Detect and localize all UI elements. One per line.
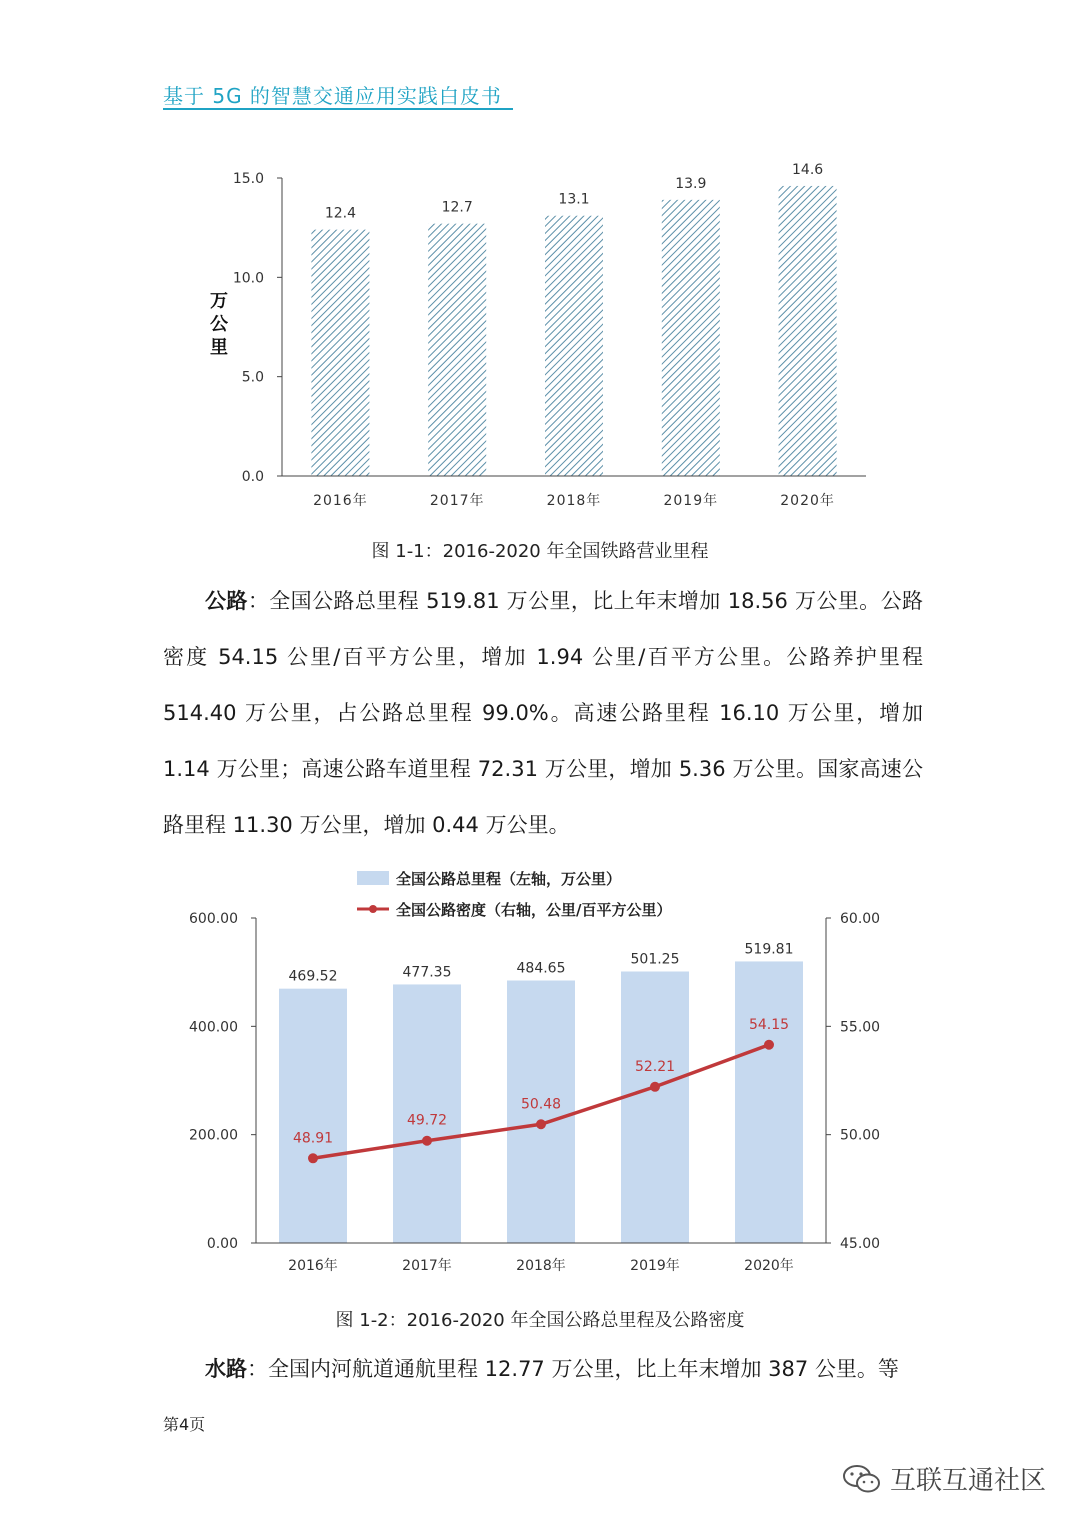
chart2-density-data-label: 50.48 xyxy=(520,1096,562,1113)
chart2-bar-data-label: 501.25 xyxy=(630,951,680,968)
chart2-density-point xyxy=(422,1136,432,1146)
chart2-legend-swatch-marker xyxy=(369,905,377,913)
chart2-density-data-label: 54.15 xyxy=(748,1016,790,1033)
chart1-y-tick-label: 5.0 xyxy=(241,369,264,386)
paragraph-road xyxy=(163,573,923,853)
chart2-legend-line-label: 全国公路密度（右轴，公里/百平方公里） xyxy=(396,901,672,919)
chart2-right-tick-label: 55.00 xyxy=(840,1019,881,1036)
chart2-left-tick-label: 0.00 xyxy=(206,1236,238,1252)
chart2-x-tick-label: 2016年 xyxy=(288,1258,338,1274)
chart1-bar xyxy=(311,230,369,476)
paragraph-water-label: 水路 xyxy=(205,1357,247,1381)
chart2-density-point xyxy=(308,1153,318,1163)
chart2-density-data-label: 52.21 xyxy=(634,1058,676,1075)
chart2-bar-data-label: 484.65 xyxy=(516,960,566,977)
chart1-bar xyxy=(545,216,603,476)
chart1-y-axis-label-char: 里 xyxy=(210,337,228,358)
chart2-left-tick-label: 400.00 xyxy=(189,1019,238,1036)
chart2-density-data-label: 48.91 xyxy=(292,1130,334,1147)
chart1-x-tick-label: 2017年 xyxy=(429,493,485,509)
chart1-x-tick-label: 2019年 xyxy=(663,493,719,509)
chart2-bar-data-label: 477.35 xyxy=(402,964,452,981)
chart-road-mileage-density xyxy=(0,860,1080,1300)
chart1-x-tick-label: 2016年 xyxy=(313,493,368,509)
chart2-right-tick-label: 50.00 xyxy=(840,1127,881,1144)
chart1-data-label: 13.9 xyxy=(675,175,707,192)
page-number: 第4页 xyxy=(163,1415,206,1434)
chart1-caption: 图 1-1：2016-2020 年全国铁路营业里程 xyxy=(371,541,709,562)
chart1-bar xyxy=(662,200,720,476)
chart1-bar xyxy=(779,186,837,476)
chart1-y-axis-label-char: 公 xyxy=(210,314,228,335)
chart1-bar xyxy=(428,224,486,476)
chart2-x-tick-label: 2017年 xyxy=(402,1258,452,1274)
chart1-y-tick-label: 0.0 xyxy=(241,469,264,485)
chart2-right-tick-label: 45.00 xyxy=(840,1236,881,1252)
chart2-x-tick-label: 2020年 xyxy=(744,1258,794,1274)
paragraph-water-text: ：全国内河航道通航里程 12.77 万公里，比上年末增加 387 公里。等 xyxy=(247,1357,899,1381)
chart1-y-tick-label: 10.0 xyxy=(232,270,264,287)
chart2-left-tick-label: 200.00 xyxy=(189,1127,238,1144)
paragraph-road-label: 公路 xyxy=(205,589,248,613)
chart2-x-tick-label: 2019年 xyxy=(630,1258,680,1274)
chart-railway-mileage xyxy=(0,0,1080,530)
chart2-density-point xyxy=(650,1082,660,1092)
chart1-y-axis-label-char: 万 xyxy=(210,291,228,312)
watermark xyxy=(842,1460,1046,1497)
chart2-legend-swatch-bar xyxy=(357,871,389,885)
chart2-legend-bar-label: 全国公路总里程（左轴，万公里） xyxy=(396,870,622,888)
chart2-x-tick-label: 2018年 xyxy=(516,1258,566,1274)
chart1-x-tick-label: 2020年 xyxy=(780,493,835,509)
chart2-density-data-label: 49.72 xyxy=(406,1112,448,1129)
paragraph-road-text: ：全国公路总里程 519.81 万公里，比上年末增加 18.56 万公里。公路密度 54.15 公里/百平方公里，增加 1.94 公里/百平方公里。公路养护里程 514.40 万公里，占公路总里程 99.0%。高速公路里程 16.10 万公里，增加 1.14 万公里；高速公路车道里程 72.31 万公里，增加 5.36 万公里。国家高速公路里程 11.30 万公里，增加 0.44 万公里。 xyxy=(163,589,923,837)
chart2-left-tick-label: 600.00 xyxy=(189,911,238,927)
chart1-data-label: 13.1 xyxy=(558,191,590,208)
chart2-density-point xyxy=(764,1040,774,1050)
chart2-bar xyxy=(621,971,689,1243)
chart2-density-point xyxy=(536,1119,546,1129)
wechat-icon xyxy=(842,1463,882,1495)
chart2-caption: 图 1-2：2016-2020 年全国公路总里程及公路密度 xyxy=(335,1310,745,1331)
chart2-bar-data-label: 469.52 xyxy=(288,968,338,985)
chart1-data-label: 14.6 xyxy=(792,161,824,178)
chart2-bar xyxy=(735,961,803,1243)
chart2-right-tick-label: 60.00 xyxy=(840,911,881,927)
watermark-text: 互联互通社区 xyxy=(889,1466,1046,1496)
header-title: 基于 5G 的智慧交通应用实践白皮书 xyxy=(163,84,502,108)
chart1-x-tick-label: 2018年 xyxy=(546,493,602,509)
chart2-bar xyxy=(279,989,347,1243)
paragraph-water xyxy=(163,1341,923,1397)
chart1-y-tick-label: 15.0 xyxy=(232,171,264,187)
chart2-bar-data-label: 519.81 xyxy=(744,941,794,958)
chart1-data-label: 12.4 xyxy=(324,205,356,222)
chart1-data-label: 12.7 xyxy=(441,199,473,216)
